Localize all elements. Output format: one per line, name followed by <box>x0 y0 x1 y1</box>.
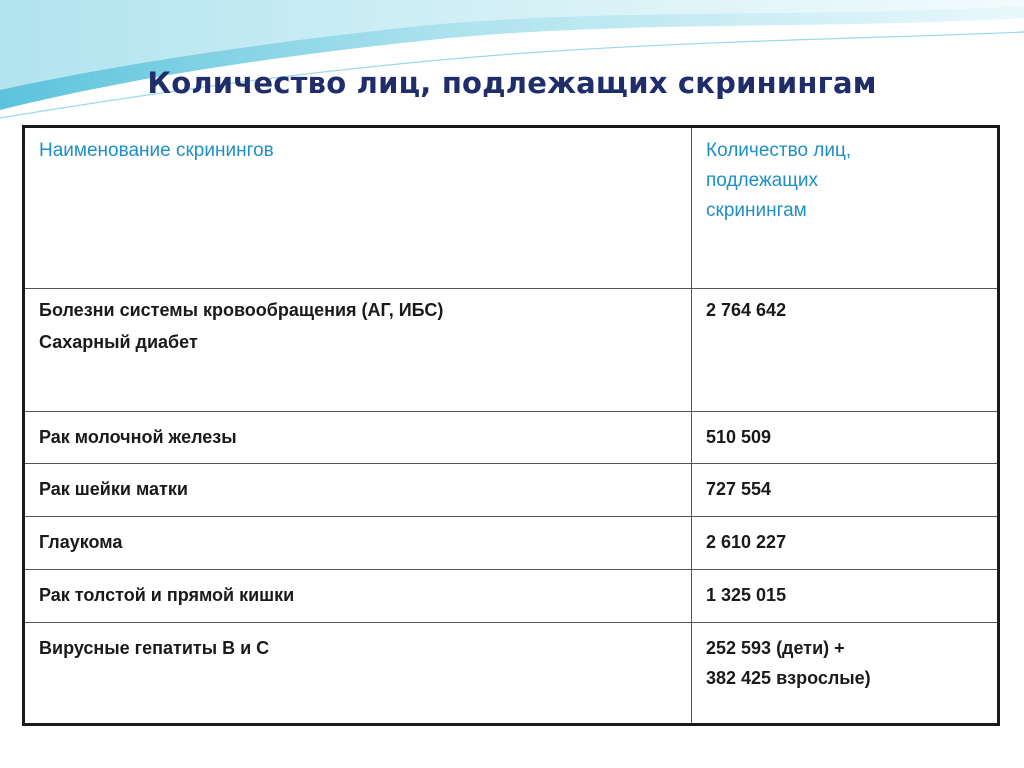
screenings-table <box>22 125 1000 726</box>
cell-count <box>692 412 999 464</box>
cell-screening-name <box>24 289 692 412</box>
header-text: скринингам <box>706 200 807 221</box>
cell-screening-name <box>24 412 692 464</box>
cell-count <box>692 623 999 725</box>
cell-screening-name <box>24 464 692 517</box>
header-screening-name <box>24 127 692 289</box>
cell-text: 510 509 <box>706 427 772 447</box>
table-row <box>24 623 999 725</box>
table-row <box>24 289 999 412</box>
cell-screening-name <box>24 517 692 570</box>
cell-screening-name <box>24 570 692 623</box>
table-header-row <box>24 127 999 289</box>
cell-screening-name <box>24 623 692 725</box>
cell-text: Рак шейки матки <box>39 479 188 499</box>
header-count <box>692 127 999 289</box>
wave-decoration <box>0 0 1024 130</box>
header-text: подлежащих <box>706 170 818 191</box>
table-row <box>24 517 999 570</box>
cell-count <box>692 570 999 623</box>
cell-text: 382 425 взрослые) <box>706 668 871 688</box>
cell-text: Глаукома <box>39 532 123 552</box>
cell-text: 252 593 (дети) + <box>706 638 845 658</box>
cell-count <box>692 464 999 517</box>
header-text: Количество лиц, <box>706 140 852 161</box>
cell-count <box>692 289 999 412</box>
cell-text: 2 764 642 <box>706 300 787 320</box>
cell-text: Сахарный диабет <box>39 332 198 352</box>
cell-text: 2 610 227 <box>706 532 787 552</box>
cell-count <box>692 517 999 570</box>
header-text: Наименование скринингов <box>39 140 274 161</box>
cell-text: Рак толстой и прямой кишки <box>39 585 295 605</box>
table-row <box>24 570 999 623</box>
cell-text: 1 325 015 <box>706 585 787 605</box>
cell-text: Рак молочной железы <box>39 427 237 447</box>
slide-title: Количество лиц, подлежащих скринингам <box>147 66 877 100</box>
table-row <box>24 412 999 464</box>
cell-text: Болезни системы кровообращения (АГ, ИБС) <box>39 300 444 320</box>
cell-text: 727 554 <box>706 479 772 499</box>
cell-text: Вирусные гепатиты В и С <box>39 638 270 658</box>
table-row <box>24 464 999 517</box>
